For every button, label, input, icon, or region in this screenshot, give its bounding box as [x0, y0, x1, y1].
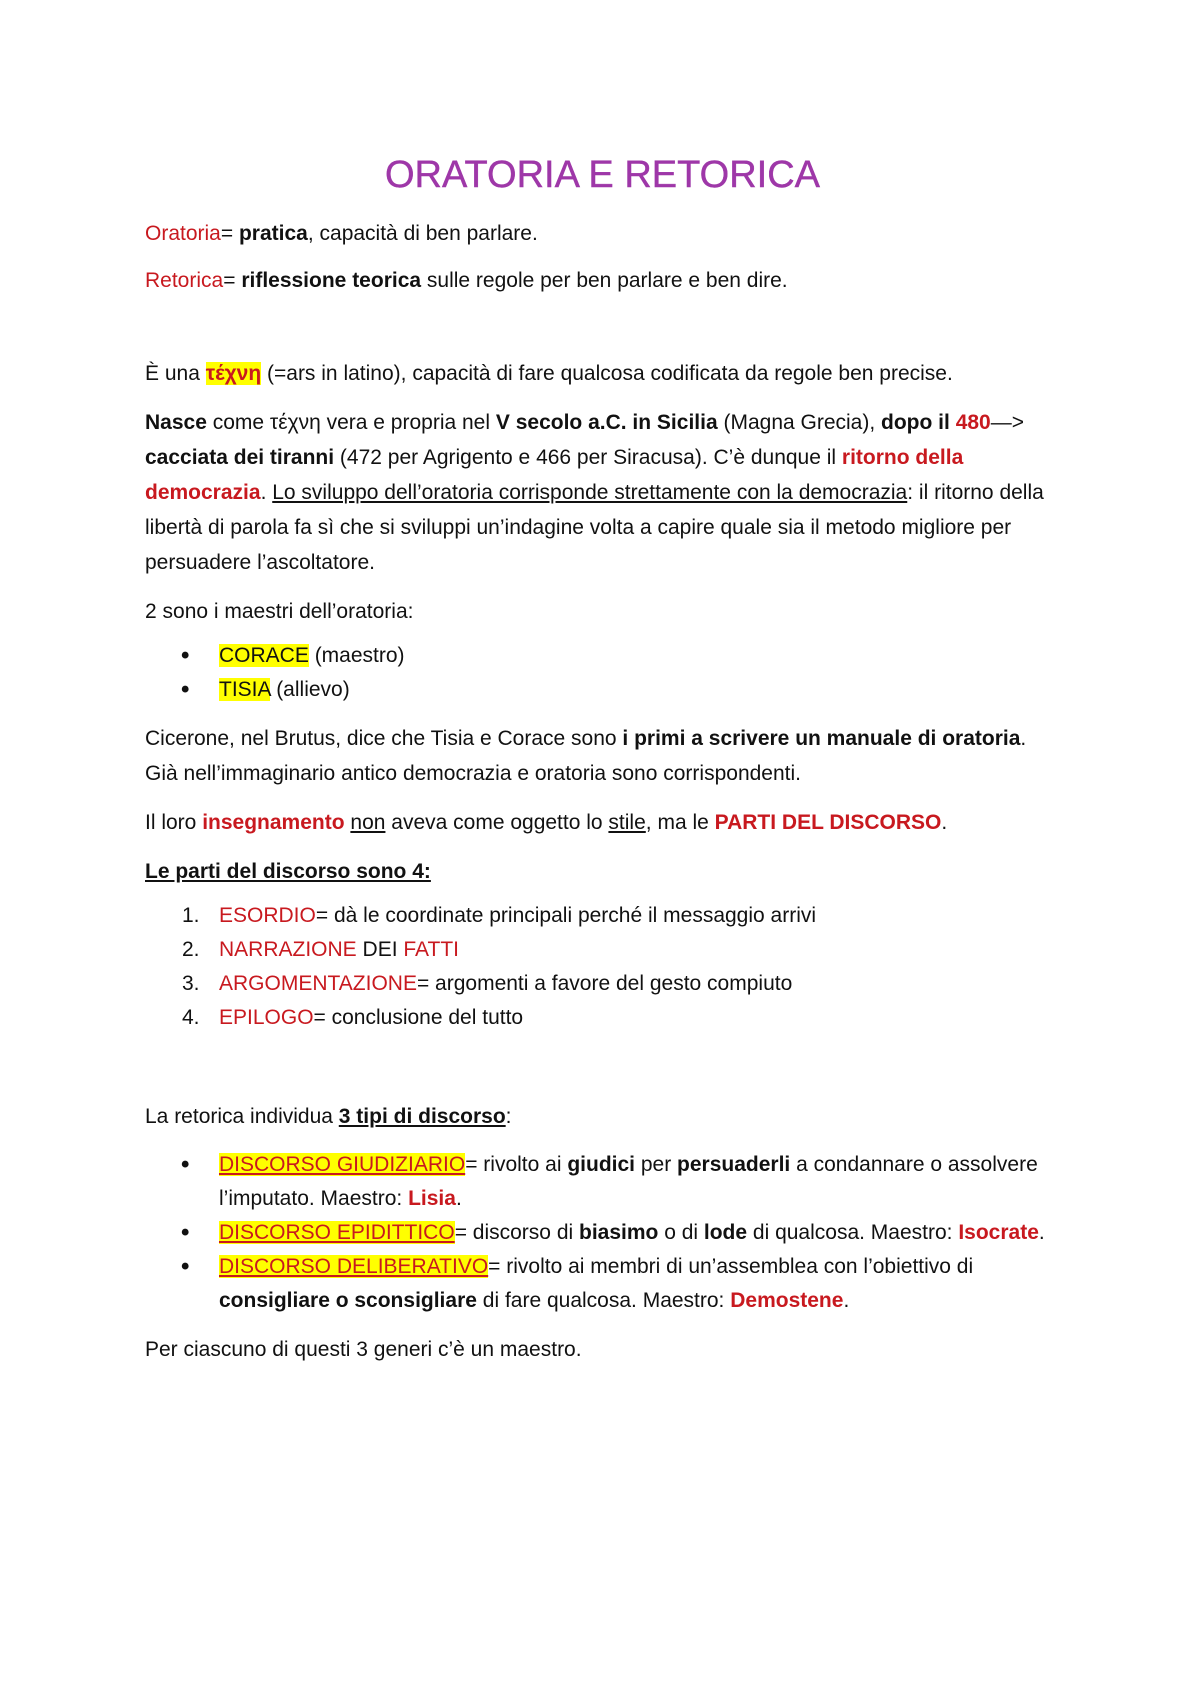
cicerone-paragraph: Cicerone, nel Brutus, dice che Tisia e Corace sono i primi a scrivere un manuale di oratoria. Già nell’immaginario antico democrazia e oratoria sono corrispondenti. — [145, 727, 1027, 785]
maestri-list — [145, 639, 1060, 707]
maestri-intro: 2 sono i maestri dell’oratoria: — [145, 600, 414, 623]
list-item: • TISIA (allievo) — [145, 673, 1060, 707]
list-item: 2. NARRAZIONE DEI FATTI — [182, 938, 459, 961]
def-oratoria: Oratoria= pratica, capacità di ben parlare. — [145, 222, 538, 245]
list-item: 4. EPILOGO= conclusione del tutto — [182, 1006, 524, 1029]
list-item: • DISCORSO DELIBERATIVO= rivolto ai membri di un’assemblea con l’obiettivo di consigliare o sconsigliare di fare qualcosa. Maestro: Demostene. — [145, 1250, 1060, 1318]
insegnamento-paragraph: Il loro insegnamento non aveva come oggetto lo stile, ma le PARTI DEL DISCORSO. — [145, 811, 948, 834]
tipi-paragraph: La retorica individua 3 tipi di discorso: — [145, 1105, 512, 1128]
list-item: • DISCORSO EPIDITTICO= discorso di biasimo o di lode di qualcosa. Maestro: Isocrate. — [145, 1216, 1060, 1250]
techne-paragraph: È una τέχνη (=ars in latino), capacità di fare qualcosa codificata da regole ben precise. — [145, 362, 953, 385]
list-item: 1. ESORDIO= dà le coordinate principali perché il messaggio arrivi — [182, 904, 817, 927]
term-retorica: Retorica — [145, 269, 224, 292]
list-item: 3. ARGOMENTAZIONE= argomenti a favore del gesto compiuto — [182, 972, 793, 995]
parti-heading: Le parti del discorso sono 4: — [145, 860, 431, 883]
parti-list — [145, 899, 1060, 1035]
term-oratoria: Oratoria — [145, 222, 221, 245]
discorsi-list — [145, 1148, 1060, 1318]
nasce-paragraph: Nasce come τέχνη vera e propria nel V secolo a.C. in Sicilia (Magna Grecia), dopo il 480—> cacciata dei tiranni (472 per Agrigento e 466 per Siracusa). C’è dunque il ritorno della democrazia. Lo sviluppo dell’oratoria corrisponde strettamente con la democrazia: il ritorno della libertà di parola fa sì che si sviluppi un’indagine volta a capire quale sia il metodo migliore per persuadere l’ascoltatore. — [145, 411, 1044, 574]
page-title: ORATORIA E RETORICA — [385, 154, 820, 196]
techne-word: τέχνη — [205, 362, 262, 385]
def-retorica: Retorica= riflessione teorica sulle regole per ben parlare e ben dire. — [145, 269, 788, 292]
list-item: • CORACE (maestro) — [145, 639, 1060, 673]
list-item: • DISCORSO GIUDIZIARIO= rivolto ai giudici per persuaderli a condannare o assolvere l’imputato. Maestro: Lisia. — [145, 1148, 1060, 1216]
closing-paragraph: Per ciascuno di questi 3 generi c’è un maestro. — [145, 1338, 582, 1361]
